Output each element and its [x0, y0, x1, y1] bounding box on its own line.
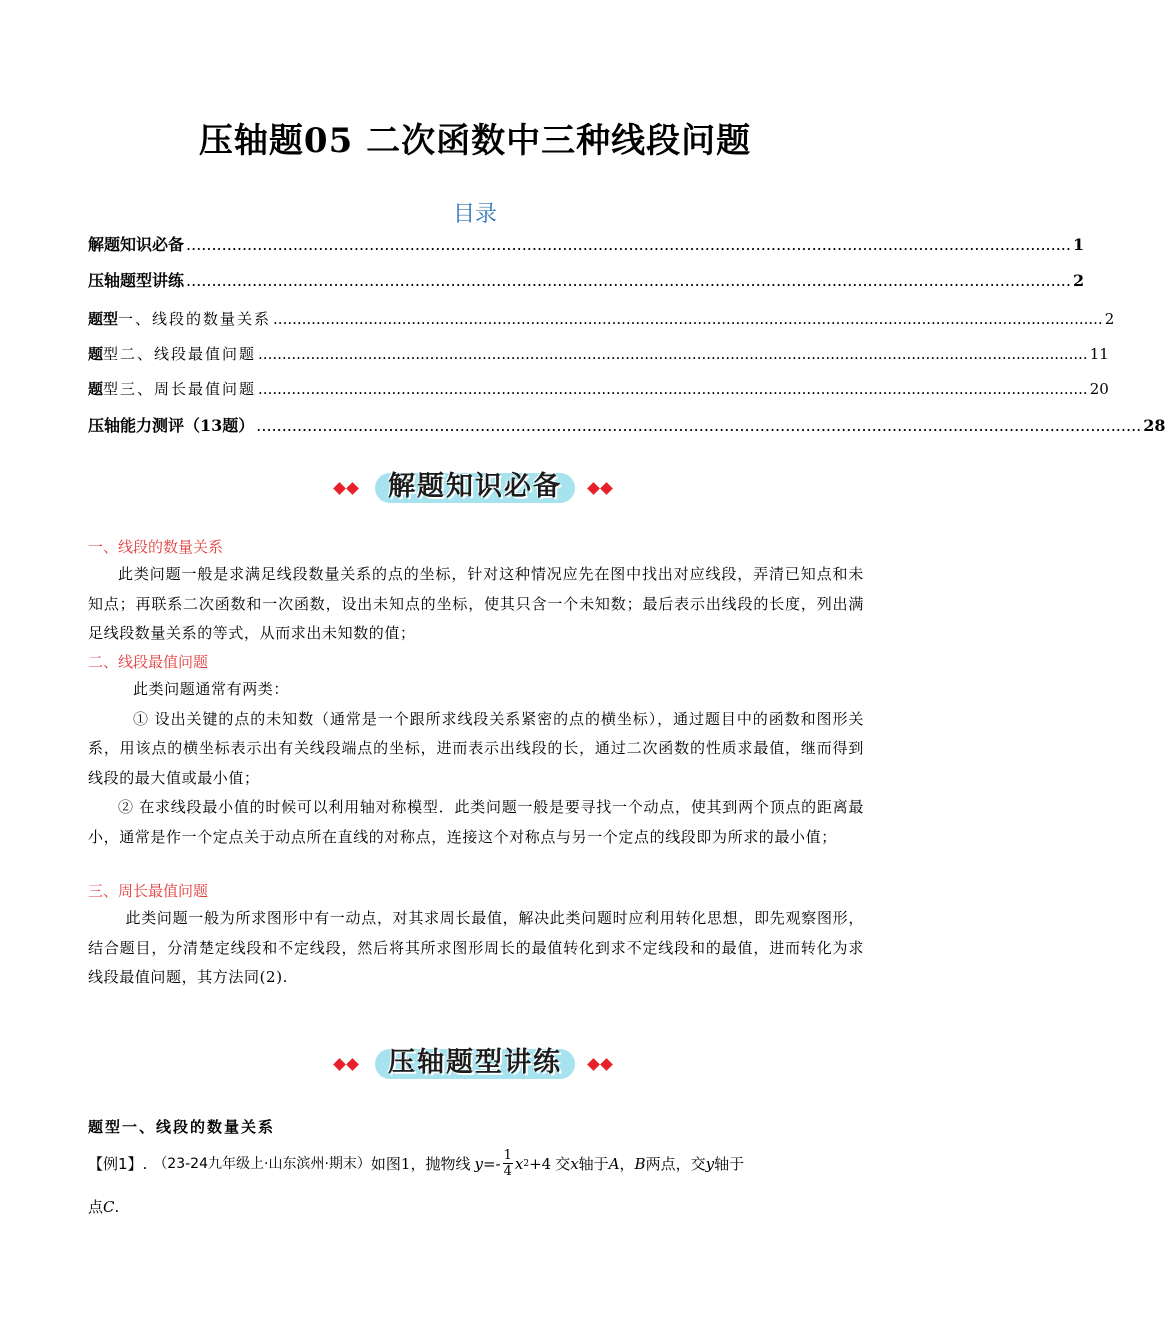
toc-entry[interactable]	[88, 268, 1085, 291]
toc-page-number: 11	[1089, 345, 1109, 363]
toc-entry[interactable]	[88, 308, 1115, 329]
example-tag: 【例1】.	[88, 1154, 148, 1173]
type-heading: 题型一、线段的数量关系	[88, 1118, 276, 1136]
toc-entry-label: 压轴题型讲练	[88, 271, 185, 290]
section-banner	[330, 1040, 620, 1084]
toc-entry[interactable]	[88, 343, 1109, 364]
toc-page-number: 2	[1104, 310, 1115, 328]
toc-entry[interactable]	[88, 413, 1166, 436]
section-body: 此类问题一般是求满足线段数量关系的点的坐标，针对这种情况应先在图中找出对应线段，弄清已知点和未知点；再联系二次函数和一次函数，设出未知点的坐标，使其只含一个未知数；最后表示出线段的长度，列出满足线段数量关系的等式，从而求出未知数的值；	[88, 565, 864, 642]
banner-title: 压轴题型讲练	[388, 1047, 562, 1078]
diamond-icon	[335, 478, 361, 497]
toc-leader-dots: ..............................................................................................................................................................................	[256, 416, 1142, 435]
toc-heading: 目录	[452, 202, 497, 227]
toc-entry-label: 题型三、周长最值问题	[88, 380, 257, 398]
section-body: 此类问题一般为所求图形中有一动点，对其求周长最值，解决此类问题时应利用转化思想，即先观察图形，结合题目，分清楚定线段和不定线段，然后将其所求图形周长的最值转化到求不定线段和的最值，进而转化为求线段最值问题，其方法同(2).	[88, 909, 864, 986]
toc-entry-label: 压轴能力测评（13题）	[88, 416, 255, 435]
section-heading: 一、线段的数量关系	[88, 538, 224, 556]
parabola-equation: y =- $\frac{1}{4}$ x 2 +4	[474, 1148, 552, 1179]
diamond-icon	[335, 1054, 361, 1073]
toc-entry-label: 解题知识必备	[88, 235, 185, 254]
banner-title: 解题知识必备	[388, 471, 562, 502]
toc-leader-dots: ..............................................................................................................................................................................	[186, 235, 1071, 254]
diamond-icon	[589, 1054, 615, 1073]
toc-entry-label: 题型二、线段最值问题	[88, 345, 257, 363]
section-banner	[330, 464, 620, 508]
toc-leader-dots: ..............................................................................................................................................................................	[186, 271, 1071, 290]
toc-page-number: 20	[1089, 380, 1109, 398]
toc-page-number: 2	[1072, 271, 1085, 290]
toc-page-number: 1	[1072, 235, 1085, 254]
section-heading: 二、线段最值问题	[88, 653, 209, 671]
toc-entry[interactable]	[88, 378, 1109, 399]
diamond-icon	[589, 478, 615, 497]
toc-page-number: 28	[1143, 416, 1166, 435]
section-body: 此类问题通常有两类： ① 设出关键的点的未知数（通常是一个跟所求线段关系紧密的点的横坐标），通过题目中的函数和图形关系，用该点的横坐标表示出有关线段端点的坐标，进而表示出线段的长，通过二次函数的性质求最值，继而得到线段的最大值或最小值； ② 在求线段最小值的时候可以利用轴对称模型．此类问题一般是要寻找一个动点，使其到两个顶点的距离最小，通常是作一个定点关于动点所在直线的对称点，连接这个对称点与另一个定点的线段即为所求的最小值；	[88, 680, 864, 846]
example-source: （23-24九年级上·山东滨州·期末）	[153, 1155, 371, 1172]
page-title: 压轴题05 二次函数中三种线段问题	[198, 121, 752, 161]
toc-entry[interactable]	[88, 232, 1085, 255]
toc-leader-dots: ..............................................................................................................................................................................	[258, 380, 1088, 398]
example-problem: 【例1】. （23-24九年级上·山东滨州·期末） 如图1，抛物线 y =- $\frac{1}{4}$ x 2 +4 交 x 轴于 A ， B 两点，交 y 轴于 点C.	[88, 1148, 745, 1216]
toc-leader-dots: ..............................................................................................................................................................................	[258, 345, 1088, 363]
toc-leader-dots: ..............................................................................................................................................................................	[273, 310, 1103, 328]
section-heading: 三、周长最值问题	[88, 882, 209, 900]
fraction: $\frac{1}{4}$	[503, 1148, 512, 1179]
toc-entry-label: 题型一、线段的数量关系	[88, 310, 272, 328]
